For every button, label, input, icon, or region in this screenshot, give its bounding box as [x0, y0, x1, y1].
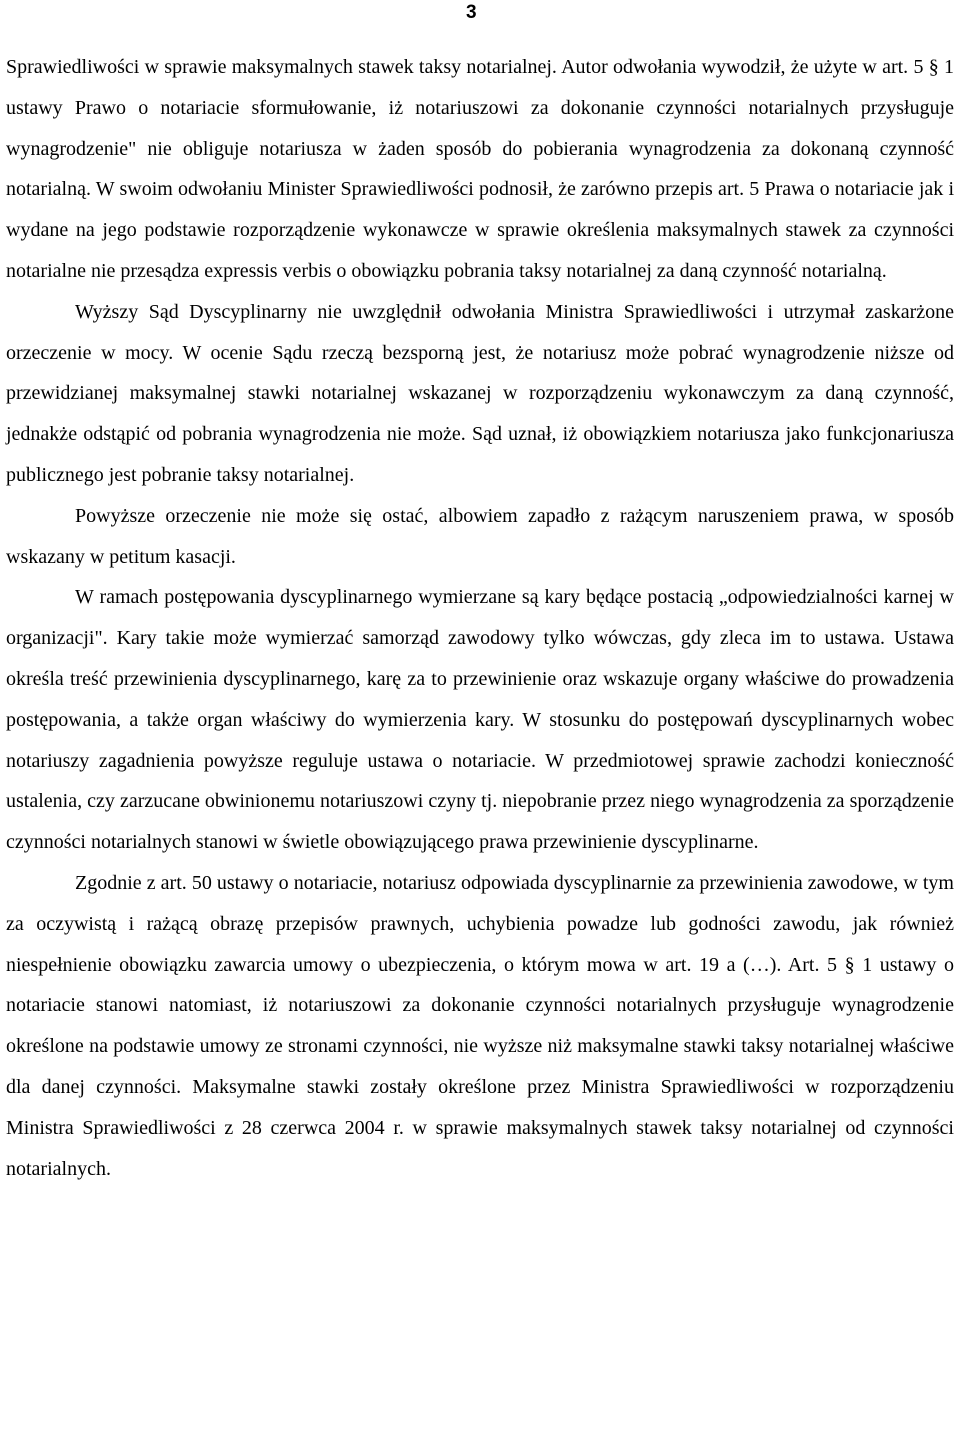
paragraph-2: Wyższy Sąd Dyscyplinarny nie uwzględnił odwołania Ministra Sprawiedliwości i utrzymał zaskarżone orzeczenie w mocy. W ocenie Sądu rzeczą bezsporną jest, że notariusz może pobrać wynagrodzenie niższe od przewidzianej maksymalnej stawki notarialnej wskazanej w rozporządzeniu wykonawczym za daną czynność, jednakże odstąpić od pobrania wynagrodzenia nie może. Sąd uznał, iż obowiązkiem notariusza jako funkcjonariusza publicznego jest pobranie taksy notarialnej. — [6, 300, 954, 486]
paragraph-5: Zgodnie z art. 50 ustawy o notariacie, notariusz odpowiada dyscyplinarnie za przewinienia zawodowe, w tym za oczywistą i rażącą obrazę przepisów prawnych, uchybienia powadze lub godności zawodu, jak również niespełnienie obowiązku zawarcia umowy o ubezpieczenia, o którym mowa w art. 19 a (…). Art. 5 § 1 ustawy o notariacie stanowi natomiast, iż notariuszowi za dokonanie czynności notarialnych przysługuje wynagrodzenie określone na podstawie umowy ze stronami czynności, nie wyższe niż maksymalne stawki taksy notarialnej właściwe dla danej czynności. Maksymalne stawki zostały określone przez Ministra Sprawiedliwości w rozporządzeniu Ministra Sprawiedliwości z 28 czerwca 2004 r. w sprawie maksymalnych stawek taksy notarialnej od czynności notarialnych. — [6, 871, 954, 1180]
document-body — [6, 47, 954, 1189]
paragraph-4: W ramach postępowania dyscyplinarnego wymierzane są kary będące postacią „odpowiedzialności karnej w organizacji". Kary takie może wymierzać samorząd zawodowy tylko wówczas, gdy zleca im to ustawa. Ustawa określa treść przewinienia dyscyplinarnego, karę za to przewinienie oraz wskazuje organy właściwe do prowadzenia postępowania, a także organ właściwy do wymierzenia kary. W stosunku do postępowań dyscyplinarnych wobec notariuszy zagadnienia powyższe reguluje ustawa o notariacie. W przedmiotowej sprawie zachodzi konieczność ustalenia, czy zarzucane obwinionemu notariuszowi czyny tj. niepobranie przez niego wynagrodzenia za sporządzenie czynności notarialnych stanowi w świetle obowiązującego prawa przewinienie dyscyplinarne. — [6, 586, 954, 854]
paragraph-3: Powyższe orzeczenie nie może się ostać, albowiem zapadło z rażącym naruszeniem prawa, w sposób wskazany w petitum kasacji. — [6, 504, 954, 568]
paragraph-1: Sprawiedliwości w sprawie maksymalnych stawek taksy notarialnej. Autor odwołania wywodził, że użyte w art. 5 § 1 ustawy Prawo o notariacie sformułowanie, iż notariuszowi za dokonanie czynności notarialnych przysługuje wynagrodzenie" nie obliguje notariusza w żaden sposób do pobierania wynagrodzenia za dokonaną czynność notarialną. W swoim odwołaniu Minister Sprawiedliwości podnosił, że zarówno przepis art. 5 Prawa o notariacie jak i wydane na jego podstawie rozporządzenie wykonawcze w sprawie określenia maksymalnych stawek za czynności notarialne nie przesądza expressis verbis o obowiązku pobrania taksy notarialnej za daną czynność notarialną. — [6, 56, 954, 282]
page-number: 3 — [466, 2, 477, 23]
